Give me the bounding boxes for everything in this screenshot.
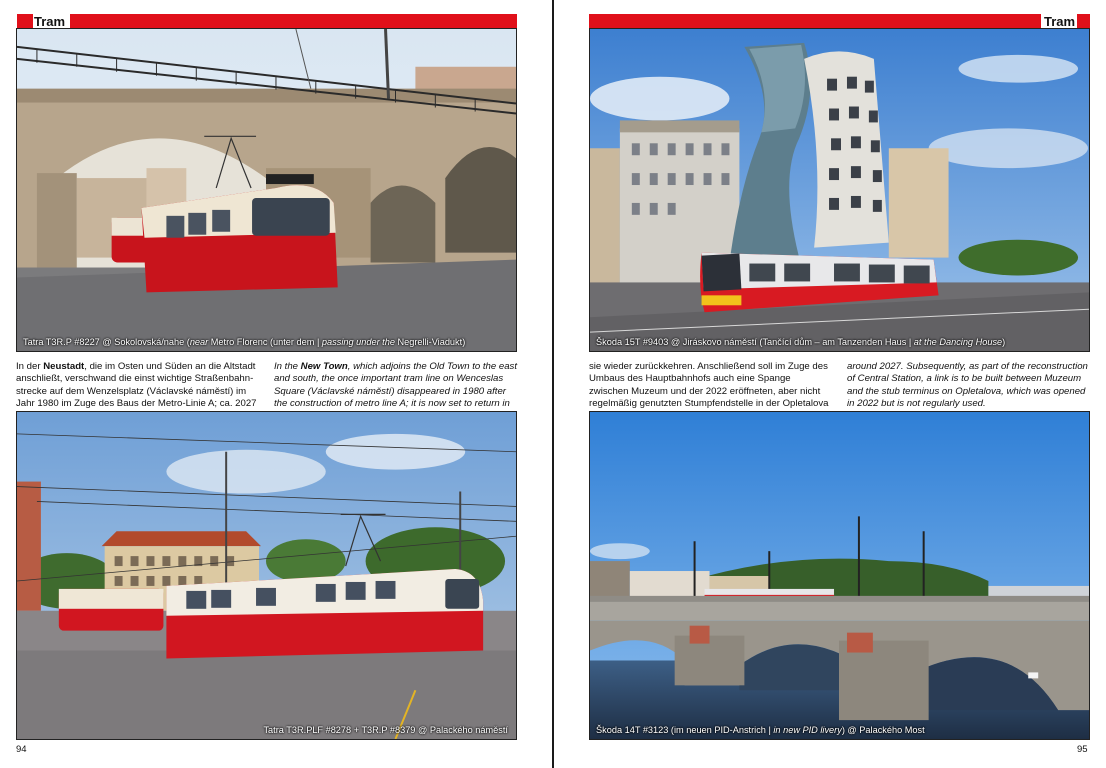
- photo-caption: [596, 337, 1083, 347]
- header-bar-small: [1077, 14, 1090, 29]
- caption-text: Tatra T3R.P #8227 @ Sokolovská/nahe (: [23, 337, 190, 347]
- page-number: 95: [1077, 744, 1088, 755]
- square-scene: [17, 412, 516, 739]
- header-bar: [70, 14, 517, 29]
- caption-text: ): [1002, 337, 1006, 347]
- viaduct-scene: [17, 29, 516, 351]
- left-page: [0, 0, 552, 768]
- dancing-house-scene: [590, 29, 1089, 351]
- right-page: [554, 0, 1106, 768]
- photo-dancing-house: [589, 28, 1090, 352]
- photo-tram-square: [16, 411, 517, 740]
- photo-bridge: [589, 411, 1090, 740]
- caption-text: Škoda 14T #3123 (im neuen PID-Anstrich |: [596, 725, 774, 735]
- text-span: , die im Osten und Süden an die Altstadt anschließt, verschwand die einst wichtige Straßenbahnstrecke auf dem Wenzelsplatz (Václavské náměstí) im Jahr 1980 im Zuge des Baus der Metro-Linie A; ca. 2027: [16, 361, 257, 410]
- text-span: , which adjoins the Old Town to the east and south, the once important tram line on Wenceslas Square (Václavské náměstí) disappeared in 1980 after the construction of metro line A; it is now set to return in: [274, 361, 518, 410]
- caption-italic-text: in new PID livery: [773, 725, 842, 735]
- bridge-scene: [590, 412, 1089, 739]
- section-label: Tram: [34, 14, 66, 29]
- photo-tram-viaduct: [16, 28, 517, 352]
- text-span: In der: [16, 361, 44, 372]
- text-bold: Neustadt: [43, 361, 85, 372]
- photo-caption: [263, 725, 508, 735]
- section-tab: [1041, 14, 1077, 29]
- text-bold: New Town: [300, 361, 348, 372]
- caption-text: Negrelli-Viadukt): [394, 337, 466, 347]
- english-text-column: [274, 361, 517, 411]
- photo-caption: [596, 725, 1083, 735]
- caption-italic-text: at the Dancing House: [913, 337, 1003, 347]
- caption-text: Metro Florenc (unter dem |: [208, 337, 322, 347]
- photo-caption: [23, 337, 510, 347]
- german-text-column: sie wieder zurückkehren. Anschließend soll im Zuge des Umbaus des Hauptbahnhofs auch eine Spange zwischen Muzeum und der 2022 eröffneten, aber nicht regelmäßig genutzten Stumpfendstelle in der Opletalova: [589, 361, 829, 410]
- caption-text: Škoda 15T #9403 @ Jiráskovo náměstí (Tančící dům – am Tanzenden Haus |: [596, 337, 914, 347]
- header-bar: [589, 14, 1041, 29]
- caption-text: ) @ Palackého Most: [841, 725, 925, 735]
- section-label: Tram: [1044, 14, 1076, 29]
- text-span: In the: [274, 361, 301, 372]
- caption-italic-text: near: [189, 337, 209, 347]
- english-text-column: around 2027. Subsequently, as part of the reconstruction of Central Station, a link is to be built between Muzeum and the stub terminus on Opletalova, which was opened in 2022 but is not regularly used.: [847, 361, 1088, 410]
- header-bar-small: [17, 14, 33, 29]
- caption-text: Tatra T3R.PLF #8278 + T3R.P #8379 @ Palackého náměstí: [263, 725, 508, 735]
- page-number: 94: [16, 744, 27, 755]
- caption-italic-text: passing under the: [321, 337, 395, 347]
